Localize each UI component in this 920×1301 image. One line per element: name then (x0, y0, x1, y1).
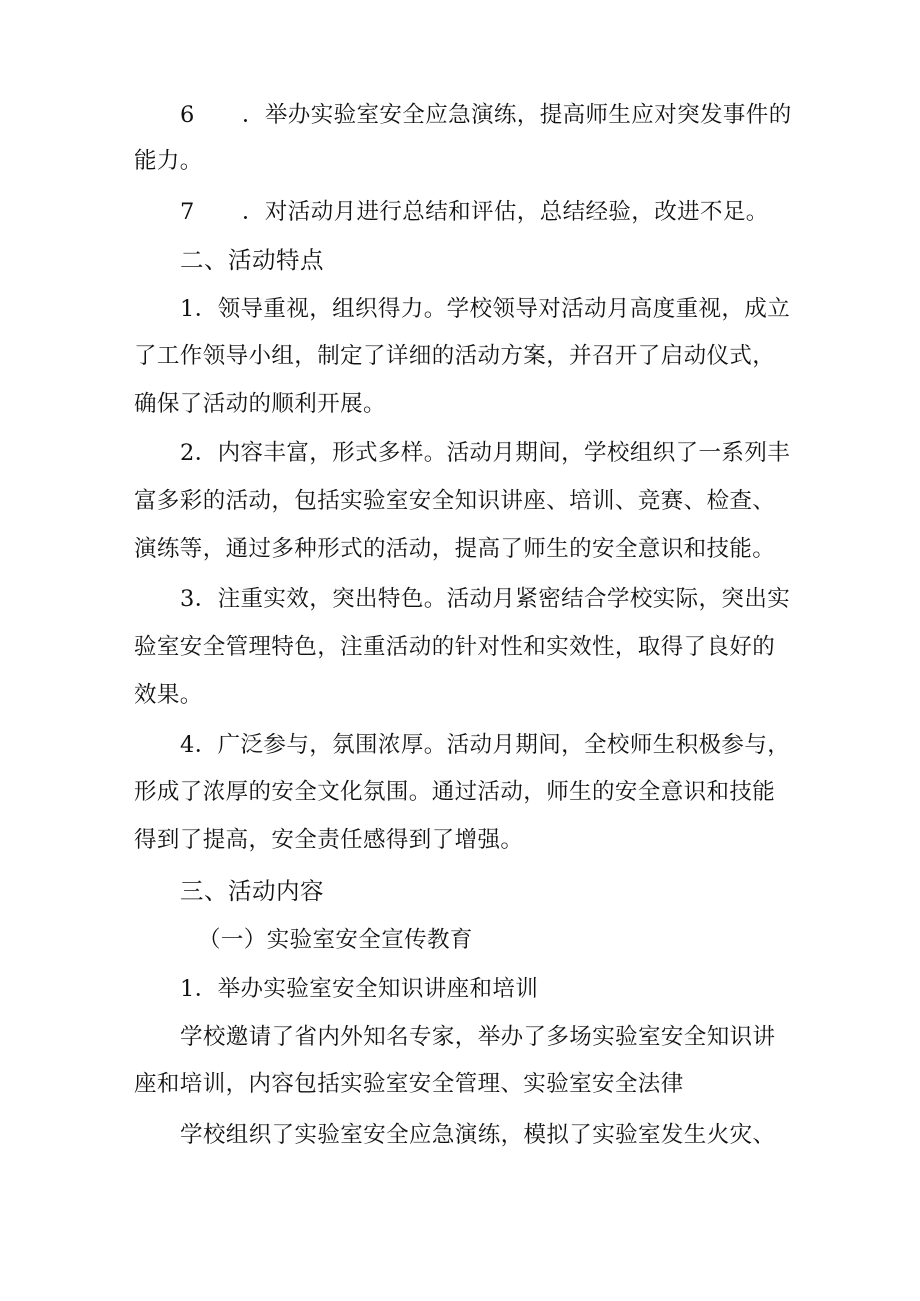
paragraph-text: ．举办实验室安全应急演练，提高师生应对突发事件的 (242, 102, 792, 128)
paragraph-line: 3．注重实效，突出特色。活动月紧密结合学校实际，突出实 (180, 586, 791, 612)
item-number: 6 (180, 102, 195, 128)
paragraph-text: ．对活动月进行总结和评估，总结经验，改进不足。 (242, 199, 769, 225)
paragraph-line: 座和培训，内容包括实验室安全管理、实验室安全法律 (134, 1071, 684, 1097)
item-heading: 1．举办实验室安全知识讲座和培训 (180, 976, 539, 1002)
paragraph-line: 了工作领导小组，制定了详细的活动方案，并召开了启动仪式， (134, 343, 776, 369)
section-heading-2: 二、活动特点 (180, 246, 324, 274)
list-item-6 (180, 100, 792, 130)
paragraph-line: 学校组织了实验室安全应急演练，模拟了实验室发生火灾、 (180, 1122, 776, 1148)
item-number: 7 (180, 199, 195, 225)
paragraph-line: 形成了浓厚的安全文化氛围。通过活动，师生的安全意识和技能 (134, 779, 776, 805)
paragraph-line: 演练等，通过多种形式的活动，提高了师生的安全意识和技能。 (134, 536, 776, 562)
section-heading-3: 三、活动内容 (180, 877, 324, 905)
paragraph-line: 效果。 (134, 682, 203, 708)
paragraph-line: 4．广泛参与，氛围浓厚。活动月期间，全校师生积极参与， (180, 732, 791, 758)
paragraph-line: 1．领导重视，组织得力。学校领导对活动月高度重视，成立 (180, 296, 791, 322)
list-item-7 (180, 197, 769, 227)
paragraph-line: 能力。 (134, 148, 203, 174)
paragraph-line: 确保了活动的顺利开展。 (134, 391, 386, 417)
paragraph-line: 2．内容丰富，形式多样。活动月期间，学校组织了一系列丰 (180, 440, 791, 466)
subsection-heading: （一）实验室安全宣传教育 (198, 927, 473, 953)
paragraph-line: 学校邀请了省内外知名专家，举办了多场实验室安全知识讲 (180, 1024, 776, 1050)
paragraph-line: 富多彩的活动，包括实验室安全知识讲座、培训、竞赛、检查、 (134, 488, 776, 514)
paragraph-line: 得到了提高，安全责任感得到了增强。 (134, 827, 524, 853)
paragraph-line: 验室安全管理特色，注重活动的针对性和实效性，取得了良好的 (134, 634, 776, 660)
